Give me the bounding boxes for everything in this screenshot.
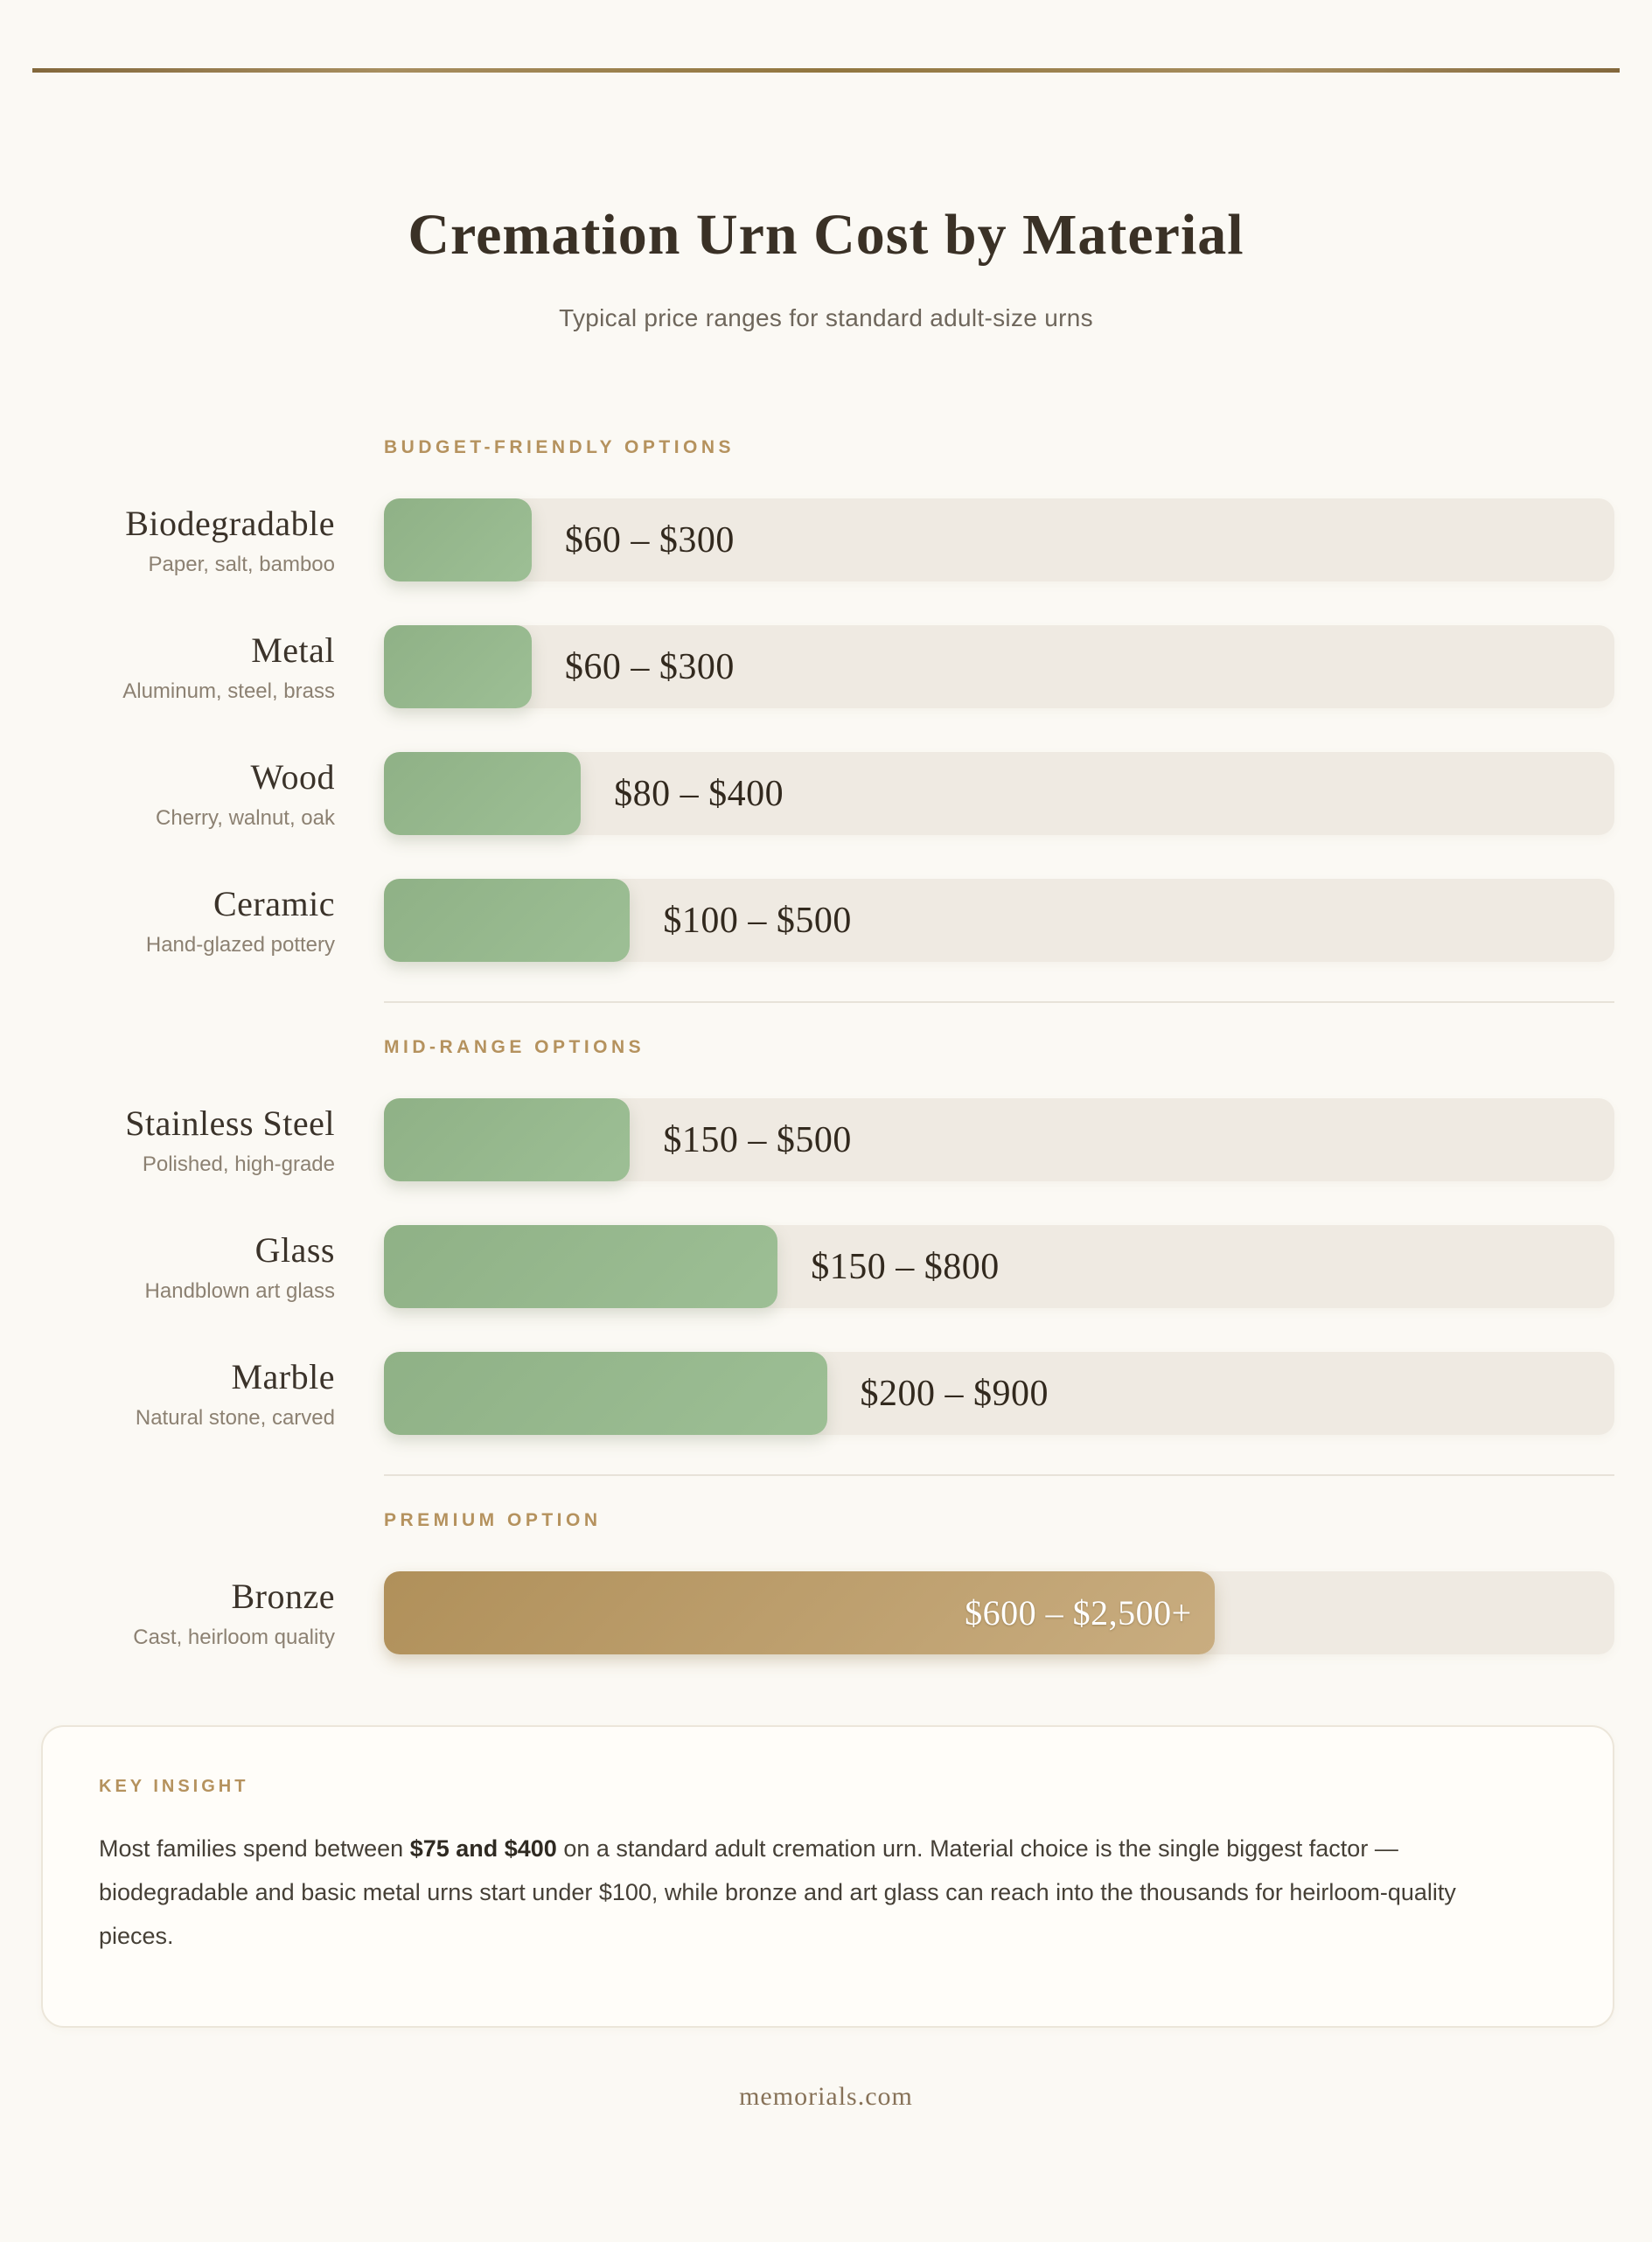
key-insight-text-after: on a standard adult cremation urn. Material choice is the single biggest factor — biodegradable and basic metal urns start under $100, while bronze and art glass can reach into the thousands for heirloom-quality pieces. [99, 1835, 1456, 1949]
chart-row-glass [0, 1225, 1652, 1308]
row-labels [0, 1104, 335, 1177]
section-budget-friendly [0, 438, 1652, 962]
row-labels [0, 504, 335, 577]
chart-row-biodegradable [0, 498, 1652, 581]
row-labels [0, 1577, 335, 1650]
row-labels [0, 1230, 335, 1304]
row-labels [0, 884, 335, 957]
bar-fill [384, 1225, 777, 1308]
row-labels [0, 630, 335, 704]
material-description: Natural stone, carved [135, 1405, 335, 1430]
source-footer: memorials.com [739, 2082, 913, 2111]
section-divider [384, 1474, 1614, 1476]
bar-value: $60 – $300 [564, 646, 735, 687]
bar-track [384, 1352, 1614, 1435]
section-divider [384, 1001, 1614, 1003]
section-header: MID-RANGE OPTIONS [384, 1037, 645, 1057]
material-label: Stainless Steel [125, 1103, 335, 1143]
page-title: Cremation Urn Cost by Material [408, 203, 1244, 267]
bar-track [384, 498, 1614, 581]
section-header: PREMIUM OPTION [384, 1510, 602, 1530]
material-label: Wood [250, 756, 335, 797]
masthead [0, 202, 1652, 333]
bar-track [384, 752, 1614, 835]
material-label: Glass [254, 1229, 335, 1270]
material-label: Bronze [231, 1576, 335, 1616]
key-insight-text-before: Most families spend between [99, 1835, 410, 1862]
row-labels [0, 1357, 335, 1431]
material-description: Cherry, walnut, oak [156, 805, 335, 830]
chart-row-ceramic [0, 879, 1652, 962]
urn-cost-bar-chart [0, 438, 1652, 1654]
bar-value: $150 – $500 [663, 1119, 852, 1160]
bar-track [384, 625, 1614, 708]
bar-fill [384, 752, 581, 835]
bar-fill [384, 879, 630, 962]
bar-value: $600 – $2,500+ [965, 1593, 1192, 1633]
material-label: Biodegradable [125, 503, 335, 543]
bar-fill [384, 498, 532, 581]
bar-track [384, 1098, 1614, 1181]
chart-row-stainless-steel [0, 1098, 1652, 1181]
chart-row-bronze [0, 1571, 1652, 1654]
section-premium [0, 1511, 1652, 1654]
bar-fill [384, 1571, 1215, 1654]
material-description: Aluminum, steel, brass [122, 679, 335, 703]
bar-value: $100 – $500 [663, 900, 852, 941]
chart-row-metal [0, 625, 1652, 708]
bar-fill [384, 1098, 630, 1181]
bar-value: $150 – $800 [811, 1246, 1000, 1287]
material-description: Hand-glazed pottery [145, 932, 335, 957]
key-insight-label: KEY INSIGHT [99, 1777, 249, 1796]
key-insight-text-bold: $75 and $400 [409, 1835, 557, 1862]
bar-value: $80 – $400 [614, 773, 784, 814]
section-mid-range [0, 1038, 1652, 1435]
key-insight-card [41, 1725, 1614, 2028]
material-description: Handblown art glass [144, 1278, 335, 1303]
chart-row-wood [0, 752, 1652, 835]
key-insight-text [99, 1827, 1463, 1958]
top-accent-rule [32, 68, 1620, 73]
row-labels [0, 757, 335, 831]
bar-track [384, 1571, 1614, 1654]
bar-fill [384, 1352, 827, 1435]
material-label: Ceramic [213, 883, 335, 923]
material-description: Polished, high-grade [142, 1152, 335, 1176]
bar-track [384, 1225, 1614, 1308]
bar-track [384, 879, 1614, 962]
material-description: Paper, salt, bamboo [148, 552, 335, 576]
bar-value: $200 – $900 [860, 1373, 1049, 1414]
bar-value: $60 – $300 [564, 519, 735, 560]
chart-row-marble [0, 1352, 1652, 1435]
material-description: Cast, heirloom quality [133, 1625, 335, 1649]
bar-fill [384, 625, 532, 708]
material-label: Metal [251, 630, 335, 670]
page-subtitle: Typical price ranges for standard adult-size urns [559, 304, 1093, 331]
section-header: BUDGET-FRIENDLY OPTIONS [384, 437, 735, 457]
material-label: Marble [231, 1356, 335, 1396]
